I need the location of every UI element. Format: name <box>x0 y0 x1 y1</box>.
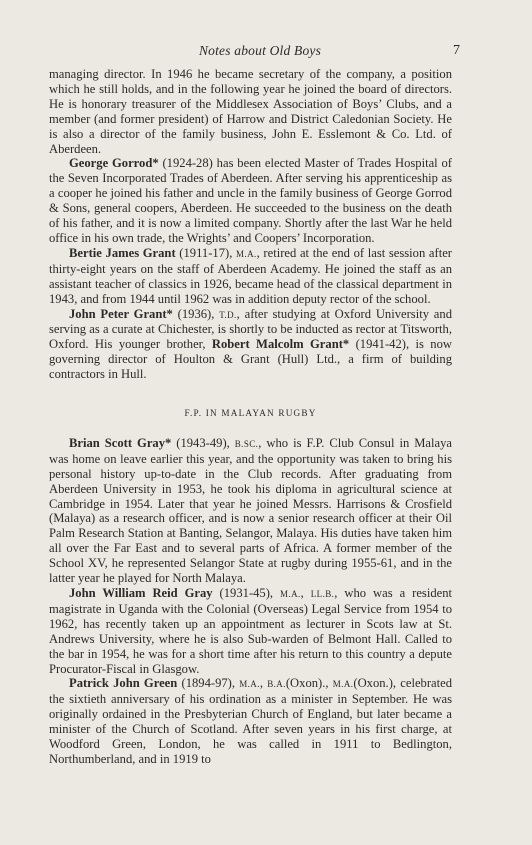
entry-text: , celebrated the sixtieth anniversary of his ordination as a minister in September. He was originally ordained in the Presbyterian Church of England, but later became a minister of the Church of Scotland. After seven years in his first charge, at Woodford Green, London, he was called in 1911 to Bedlington, Northumberland, and in 1919 to <box>49 676 453 766</box>
paragraph-esslemont: managing director. In 1946 he became secretary of the company, a position which he still holds, and in the following year he joined the board of directors. He is honorary treasurer of the Middlesex Association of Boys’ Clubs, and a member (and former president) of Harrow and District Caledonian Society. He is also a director of the family business, John E. Esslemont & Co. Ltd. of Aberdeen. <box>49 67 452 156</box>
entry-text: has been elected Master of Trades Hospital of the Seven Incorporated Trades of Aberdeen. After serving his apprenticeship as a cooper he joined his father and uncle in the family business of George Gorrod & Sons, general coopers, Aberdeen. He succeeded to the business on the death of his father, and it is now a limited company. Shortly after the last War he held office in his own trade, the Wrights’ and Coopers’ Incorporation. <box>49 156 452 245</box>
paragraph-bertie-grant <box>49 246 452 307</box>
entry-years: (1931-45), <box>212 586 281 600</box>
paragraph-patrick-green <box>49 676 452 766</box>
entry-degree: M.A. <box>239 679 260 690</box>
entry-name: George Gorrod* <box>69 156 159 171</box>
entry-degree-suffix: (Oxon)., <box>285 676 333 691</box>
page-number: 7 <box>453 43 460 58</box>
entry-degree: LL.B. <box>310 589 335 599</box>
running-header <box>60 43 460 63</box>
entry-name: Patrick John Green <box>69 676 178 691</box>
entry-text: , after studying at Oxford University and serving as a curate at Chichester, is shortly to be inducted as rector at Titsworth, Oxford. His younger brother, <box>49 306 452 352</box>
paragraph-brian-gray <box>49 436 452 586</box>
entry-years: (1936), <box>172 306 220 321</box>
paragraph-john-peter-grant <box>49 307 452 383</box>
entry-text: , who is F.P. Club Consul in Malaya was home on leave earlier this year, and the opportunity was taken to bring his personal history up-to-date in the Club records. After graduating from Aberdeen University in 1953, he took his diploma in agricultural science at Cambridge in 1954. Later that year he joined Messrs. Harrisons & Crosfield (Malaya) as a research officer, and is now a senior research officer at their Oil Palm Research Station at Banting, Selangor, Malaya. His duties have taken him all over the Far East and to several parts of Africa. A former member of the School XV, he represented Selangor State at rugby during 1955-61, and in the latter year he played for North Malaya. <box>49 435 452 586</box>
running-title: Notes about Old Boys <box>198 43 322 58</box>
paragraph-gorrod <box>49 156 452 245</box>
entry-name: John Peter Grant* <box>69 306 173 321</box>
entry-degree: B.A. <box>267 679 286 690</box>
entry-degree: T.D. <box>219 309 237 320</box>
body-text <box>49 67 452 767</box>
entry-years: (1894-97), <box>177 676 240 691</box>
entry-name: John William Reid Gray <box>69 586 213 600</box>
entry-degree: M.A. <box>332 679 354 690</box>
entry-degree-suffix: (Oxon.) <box>353 676 393 691</box>
entry-years: (1911-17), <box>175 245 237 260</box>
entry-separator: , <box>300 586 311 600</box>
entry-name: Brian Scott Gray* <box>69 435 172 450</box>
entry-name-secondary: Robert Malcolm Grant* <box>211 337 350 352</box>
entry-degree: B.SC. <box>234 438 259 449</box>
paragraph-john-gray <box>49 586 452 676</box>
entry-text: , retired at the end of last session after thirty-eight years on the staff of Aberdeen Academy. He joined the staff as an assistant teacher of classics in 1926, became head of the classical department in 1943, and from 1944 until 1962 was in addition deputy rector of the school. <box>49 245 452 306</box>
section-heading: F.P. IN MALAYAN RUGBY <box>184 408 317 419</box>
entry-separator: , <box>259 676 268 691</box>
entry-years: (1924-28) <box>158 156 213 171</box>
entry-name: Bertie James Grant <box>69 245 176 260</box>
entry-degree: M.A. <box>236 248 257 259</box>
entry-text: (1941-42), is now governing director of Houlton & Grant (Hull) Ltd., a firm of building contractors in Hull. <box>49 337 452 382</box>
entry-text: , who was a resident magistrate in Uganda with the Colonial (Overseas) Legal Service from 1954 to 1962, has recently taken up an appointment as lecturer in Scots law at St. Andrews University, where he is also Sub-warden of Belmont Hall. Called to the bar in 1954, he was for a short time after his return to this country a depute Procurator-Fiscal in Glasgow. <box>49 586 453 676</box>
entry-years: (1943-49), <box>171 435 235 450</box>
entry-degree: M.A. <box>280 589 301 599</box>
